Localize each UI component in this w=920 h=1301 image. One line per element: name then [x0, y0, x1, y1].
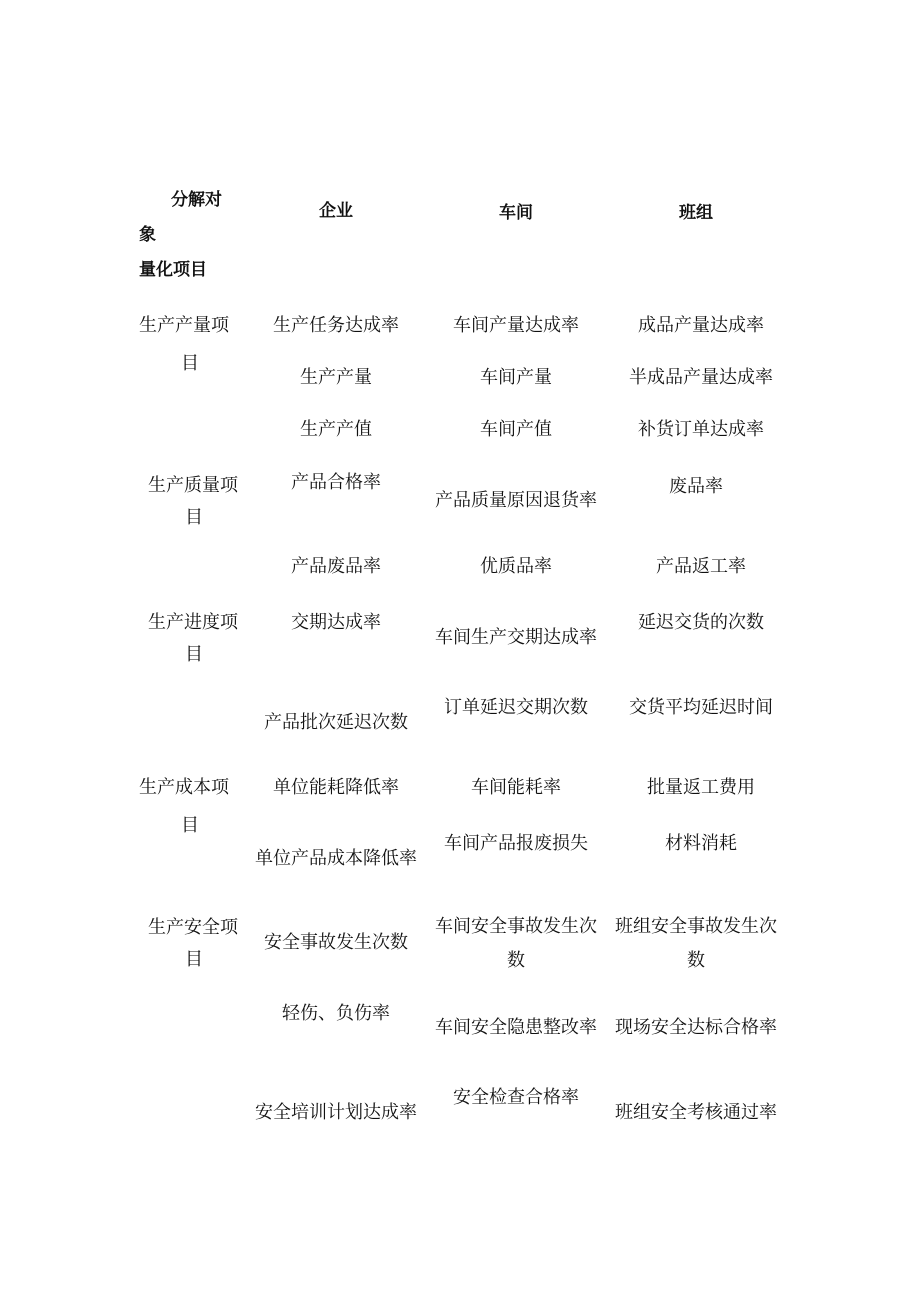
cell-safety-team-1: 班组安全事故发生次数 — [615, 916, 777, 971]
cell-cost-enterprise-2: 单位产品成本降低率 — [255, 848, 417, 869]
cell-quality-workshop-2: 优质品率 — [480, 556, 552, 577]
cell-quality-enterprise-1: 产品合格率 — [291, 472, 381, 493]
cell-safety-workshop-3: 安全检查合格率 — [453, 1087, 579, 1108]
cell-safety-workshop-2: 车间安全隐患整改率 — [435, 1017, 597, 1038]
cell-output-enterprise-3: 生产产值 — [300, 419, 372, 440]
header-corner-bottom: 量化项目 — [139, 260, 207, 280]
row-label-cost-a: 生产成本项 — [139, 777, 229, 798]
cell-safety-team-2: 现场安全达标合格率 — [615, 1017, 777, 1038]
cell-cost-enterprise-1: 单位能耗降低率 — [273, 777, 399, 798]
cell-cost-team-1: 批量返工费用 — [647, 777, 755, 798]
cell-output-enterprise-1: 生产任务达成率 — [273, 315, 399, 336]
cell-safety-enterprise-2: 轻伤、负伤率 — [282, 1003, 390, 1024]
row-label-safety-b: 目 — [185, 949, 203, 970]
header-corner-mid: 象 — [139, 225, 156, 245]
row-label-cost-b: 目 — [181, 815, 199, 836]
cell-safety-enterprise-1: 安全事故发生次数 — [264, 932, 408, 953]
row-label-quality-b: 目 — [185, 507, 203, 528]
cell-schedule-team-1: 延迟交货的次数 — [638, 612, 764, 633]
row-label-output-a: 生产产量项 — [139, 315, 229, 336]
cell-quality-team-2: 产品返工率 — [656, 556, 746, 577]
cell-output-enterprise-2: 生产产量 — [300, 367, 372, 388]
cell-schedule-team-2: 交货平均延迟时间 — [629, 697, 773, 718]
cell-schedule-enterprise-1: 交期达成率 — [291, 612, 381, 633]
row-label-schedule-b: 目 — [185, 644, 203, 665]
row-label-schedule-a: 生产进度项 — [148, 612, 238, 633]
cell-quality-workshop-1: 产品质量原因退货率 — [435, 490, 597, 511]
cell-cost-team-2: 材料消耗 — [665, 833, 737, 854]
cell-cost-workshop-2: 车间产品报废损失 — [444, 833, 588, 854]
cell-safety-team-3: 班组安全考核通过率 — [615, 1102, 777, 1123]
header-workshop: 车间 — [499, 203, 533, 223]
header-team: 班组 — [679, 203, 713, 223]
cell-schedule-workshop-1: 车间生产交期达成率 — [435, 627, 597, 648]
cell-output-workshop-1: 车间产量达成率 — [453, 315, 579, 336]
cell-cost-workshop-1: 车间能耗率 — [471, 777, 561, 798]
cell-output-team-3: 补货订单达成率 — [638, 419, 764, 440]
cell-safety-enterprise-3: 安全培训计划达成率 — [255, 1102, 417, 1123]
cell-safety-workshop-1: 车间安全事故发生次数 — [435, 916, 597, 971]
cell-output-workshop-2: 车间产量 — [480, 367, 552, 388]
row-label-output-b: 目 — [181, 353, 199, 374]
cell-quality-team-1: 废品率 — [669, 476, 723, 497]
row-label-quality-a: 生产质量项 — [148, 475, 238, 496]
cell-schedule-enterprise-2: 产品批次延迟次数 — [264, 712, 408, 733]
cell-output-workshop-3: 车间产值 — [480, 419, 552, 440]
cell-schedule-workshop-2: 订单延迟交期次数 — [444, 697, 588, 718]
row-label-safety-a: 生产安全项 — [148, 917, 238, 938]
cell-output-team-1: 成品产量达成率 — [638, 315, 764, 336]
header-corner-top: 分解对 — [171, 190, 222, 210]
cell-output-team-2: 半成品产量达成率 — [629, 367, 773, 388]
header-enterprise: 企业 — [319, 201, 353, 221]
cell-quality-enterprise-2: 产品废品率 — [291, 556, 381, 577]
